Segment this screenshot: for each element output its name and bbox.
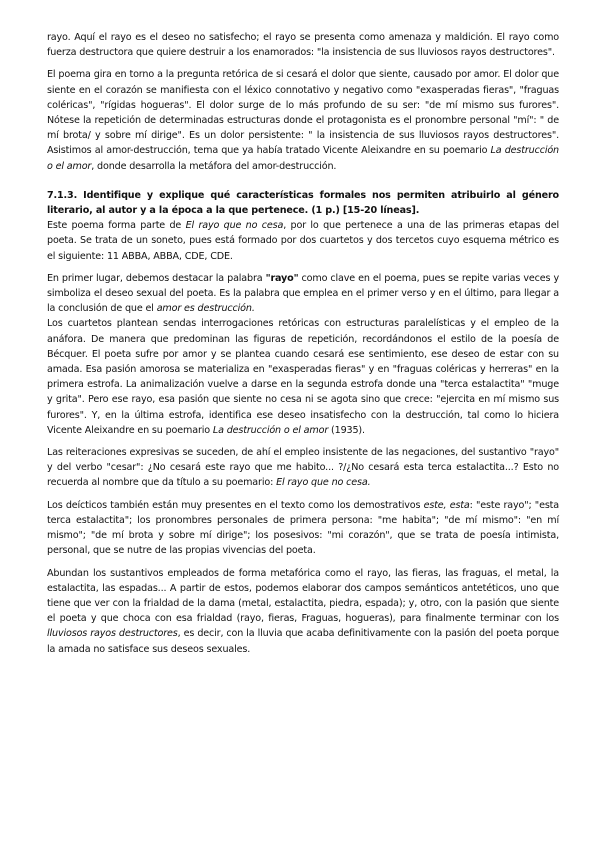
paragraph-text: , donde desarrolla la metáfora del amor-destrucción. (91, 160, 337, 172)
question-number: 7.1.3. (47, 189, 78, 201)
question-text: Identifique y explique qué características formales nos permiten atribuirlo al género literario, al autor y a la época a la que pertenece. (1 p.) [15-20 líneas]. (47, 189, 559, 217)
question-heading (47, 188, 559, 218)
paragraph-text: Los cuartetos plantean sendas interrogaciones retóricas con estructuras paralelísticas y el empleo de la anáfora. De manera que predominan las figuras de repetición, recordándonos el estilo de la poesía de Bécquer. El poeta sufre por amor y se plantea cuando cesará ese sentimiento, ese deseo de estar con su amada. Esa pasión amorosa se materializa en "exasperadas fieras" y en "fraguas coléricas y herreras" en la primera estrofa. La animalización vuelve a darse en la segunda estrofa donde una "terca estalactita" "muge y grita". Pero ese rayo, esa pasión que siente no cesa ni se agota sino que crece: "ejercita en mí mismo sus furores". Y, en la última estrofa, identifica ese deseo insatisfecho con la destrucción, tal como lo hiciera Vicente Aleixandre en su poemario (47, 318, 559, 436)
paragraph-text: Las reiteraciones expresivas se suceden, de ahí el empleo insistente de las negaciones, del sustantivo "rayo" y del verbo "cesar": ¿No cesará este rayo que me habito... ?/¿No cesará esta terca estalactita...? Esto no recuerda al nombre que da título a su poemario: (47, 447, 559, 489)
paragraph-text: : "este rayo"; "esta terca estalactita"; los pronombres personales de primera persona: "me habita"; "de mí mismo": "en mí mismo"; "de mí brota y sobre mí dirige"; los posesivos: "mi corazón", que se trata de poesía intimista, personal, que se nutre de las propias vivencias del poeta. (47, 499, 560, 557)
emphasis-text: amor es destrucción. (156, 303, 255, 315)
paragraph-pregunta-retorica (47, 67, 559, 173)
paragraph-text: En primer lugar, debemos destacar la palabra (47, 272, 266, 284)
book-title: La destrucción o el amor (47, 145, 559, 172)
paragraph-deicticos (47, 498, 559, 559)
document-page (47, 30, 559, 657)
paragraph-palabra-rayo (47, 271, 559, 317)
paragraph-text: , por lo que pertenece a una de las primeras etapas del poeta. Se trata de un soneto, pues está formado por dos cuartetos y dos tercetos cuyo esquema métrico es el siguiente: 11 ABBA, ABBA, CDE, CDE. (47, 220, 559, 262)
paragraph-text: rayo. Aquí el rayo es el deseo no satisfecho; el rayo se presenta como amenaza y maldición. El rayo como fuerza destructora que quiere destruir a los enamorados: "la insistencia de sus lluviosos rayos destructores". (47, 32, 559, 59)
paragraph-cuartetos (47, 316, 559, 438)
paragraph-text: como clave en el poema, pues se repite varias veces y simboliza el deseo sexual del poeta. Es la palabra que emplea en el primer verso y en el último, para llegar a la conclusión de que el (47, 272, 559, 315)
book-title: El rayo que no cesa (185, 220, 284, 232)
paragraph-reiteraciones (47, 445, 559, 491)
paragraph-text: El poema gira en torno a la pregunta retórica de si cesará el dolor que siente, causado por amor. El dolor que siente en el corazón se manifiesta con el léxico connotativo y negativo como "exasperadas fieras", "fraguas coléricas", "rígidas hogueras". El dolor surge de lo más profundo de su ser: "de mí mismo sus furores". Nótese la repetición de determinadas estructuras donde el protagonista es el pronombre personal "mí": " de mí brota/ y sobre mí dirige". Es un dolor persistente: " la insistencia de sus lluviosos rayos destructores". Asistimos al amor-destrucción, tema que ya había tratado Vicente Aleixandre en su poemario (47, 69, 559, 157)
paragraph-soneto (47, 218, 559, 264)
paragraph-sustantivos (47, 566, 559, 657)
paragraph-text: Los deícticos también están muy presentes en el texto como los demostrativos (47, 499, 424, 511)
paragraph-text: Este poema forma parte de (47, 220, 186, 232)
emphasis-text: lluviosos rayos destructores (47, 628, 178, 640)
book-title: La destrucción o el amor (212, 424, 329, 436)
book-title: El rayo que no cesa. (276, 477, 371, 489)
paragraph-text: (1935). (328, 424, 365, 436)
paragraph-text: Abundan los sustantivos empleados de forma metafórica como el rayo, las fieras, las fraguas, el metal, la estalactita, las espadas... A partir de estos, podemos elaborar dos campos semánticos antetéticos, uno que tiene que ver con la frialdad de la dama (metal, estalactita, piedra, espada); y, otro, con la pasión que siente el poeta y que choca con esa frialdad (rayo, fieras, Fraguas, hogueras), para finalmente terminar con los (47, 567, 559, 625)
keyword-rayo: "rayo" (265, 272, 299, 284)
paragraph-text: , es decir, con la lluvia que acaba definitivamente con la pasión del poeta porque la amada no satisface sus deseos sexuales. (47, 628, 559, 655)
paragraph-rayo-deseo (47, 30, 559, 60)
emphasis-text: este, esta (423, 499, 470, 511)
